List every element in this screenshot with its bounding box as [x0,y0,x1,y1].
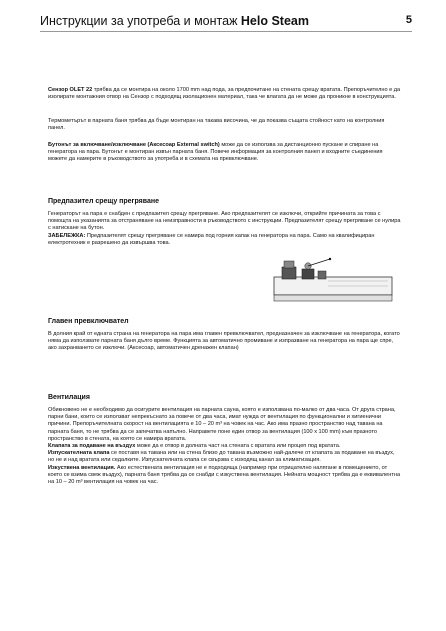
overheat-heading: Предпазител срещу прегряване [48,198,159,205]
main-switch-heading: Главен превключвател [48,318,129,325]
overheat-paragraph: Генераторът на пара е снабден с предпазител срещу прегряване. Ако предпазителят се изключи, открийте причината за това с помощта на указанията за отстраняване на неизправности в ръководството с инструкции. Предпазителят срещу прегряване се нулира с натискане на бутон. ЗАБЕЛЕЖКА: Предпазителят срещу прегряване се намира под горния капак на генератора на пара. Само на квалифициран електротехник е разрешено да извършва това. [48,211,401,246]
page-number: 5 [405,14,412,26]
ventilation-paragraph: Обикновено не е необходимо да осигурите вентилация на парната сауна, която е използвана по-малко от два часа. От друга страна, парни бани, които се използват непрекъснато за повече от два часа, имат нужда от вентилация по функционални и хигиенични причини. Препоръчителната скорост на вентилацията е 10 – 20 m³ на човек на час. Ако има празно пространство над тавана на парната баня, то не трябва да се запечатва напълно. Направете поне един отвор за вентилация (100 x 100 mm) към празното пространство в стената, на която се намира вратата. Клапата за подаване на въздух може да е отвор в долната част на стената с вратата или процеп под вратата. Изпускателната клапа се поставя на тавана или на стена близо до тавана възможно най-далече от клапата за подаване на въздух, но не и над вратата или седалките. Изпускателната клапа се свързва с изходящ канал за климатизация. Изкуствена вентилация. Ако естествената вентилация не е подходяща (например при отрицателно налягане в помещението, от което се взима свеж въздух), парната баня трябва да се снабди с изкуствена вентилация. Нейната мощност трябва да е еквивалентна на 10 – 20 m³ вентилация на човек на час. [48,407,401,486]
thermometer-paragraph: Термометърът в парната баня трябва да бъде монтиран на такава височина, че да показва същата стойност като на контролния панел. [48,118,385,132]
ventilation-heading: Вентилация [48,394,90,401]
overheat-reset-illustration [268,255,396,307]
sensor-paragraph: Сензор OLET 22 трябва да се монтира на около 1700 mm над пода, за предпочитане на стената срещу вратата. Препоръчително е да изолирате монтажния отвор на Сензор с подходящ изолационен материал, така че влагата да не може да проникне в конструкцията. [48,87,401,101]
external-switch-paragraph: Бутонът за включване/изключване (Аксесоар External switch) може да се използва за дистанционно пускане и спиране на генератора на пара. Бутонът е монтиран извън парната баня. Повече информация за контролния панел и входните съединения можете да намерите в ръководството за употреба и в схемата на превключване. [48,142,383,163]
main-switch-paragraph: В долния край от едната страна на генератора на пара има главен превключвател, предназначен за изключване на генератора, когато няма да използвате парната баня дълго време. Функцията за автоматично промиване и изпразване на генератора на пара ще спре, ако захранването се изключи. (Аксесоар, автоматичен дренажен клапан) [48,331,400,352]
header-divider [40,31,412,32]
product-name: Helo Steam [240,14,309,28]
document-title: Инструкции за употреба и монтаж Helo Steam [40,14,309,28]
